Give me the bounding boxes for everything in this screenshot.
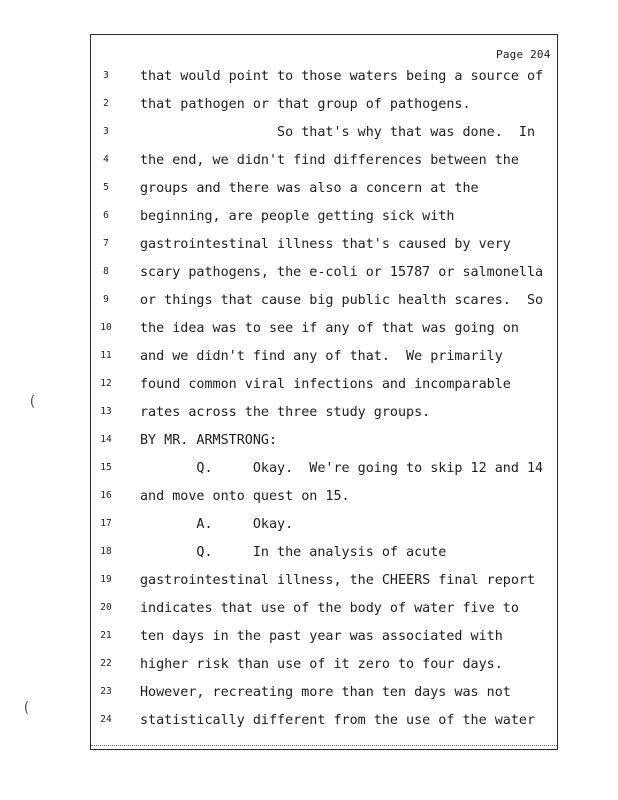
transcript-line	[0, 236, 618, 256]
line-text: groups and there was also a concern at the	[140, 181, 479, 196]
transcript-line	[0, 544, 618, 564]
transcript-line	[0, 180, 618, 200]
line-number: 13	[100, 406, 112, 417]
line-text: gastrointestinal illness that's caused by very	[140, 237, 511, 252]
line-number: 4	[103, 154, 109, 165]
transcript-line	[0, 600, 618, 620]
transcript-line	[0, 152, 618, 172]
transcript-line	[0, 628, 618, 648]
line-text: However, recreating more than ten days was not	[140, 685, 511, 700]
line-number: 12	[100, 378, 112, 389]
line-text: and we didn't find any of that. We primarily	[140, 349, 503, 364]
line-number: 11	[100, 350, 112, 361]
transcript-line	[0, 572, 618, 592]
transcript-line	[0, 124, 618, 144]
transcript-line	[0, 68, 618, 88]
line-number: 21	[100, 630, 112, 641]
transcript-line	[0, 348, 618, 368]
line-text: the end, we didn't find differences between the	[140, 153, 519, 168]
line-text: gastrointestinal illness, the CHEERS final report	[140, 573, 536, 588]
margin-mark: (	[22, 700, 31, 716]
line-number: 19	[100, 574, 112, 585]
line-number: 18	[100, 546, 112, 557]
transcript-line	[0, 376, 618, 396]
line-number: 3	[103, 126, 109, 137]
line-number: 2	[103, 98, 109, 109]
transcript-line	[0, 460, 618, 480]
transcript-line	[0, 96, 618, 116]
line-number: 20	[100, 602, 112, 613]
line-text: beginning, are people getting sick with	[140, 209, 455, 224]
line-number: 7	[103, 238, 109, 249]
transcript-line	[0, 684, 618, 704]
line-number: 24	[100, 714, 112, 725]
line-text: So that's why that was done. In	[140, 125, 536, 140]
line-text: indicates that use of the body of water five to	[140, 601, 519, 616]
line-number: 5	[103, 182, 109, 193]
transcript-line	[0, 264, 618, 284]
transcript-line	[0, 404, 618, 424]
line-number: 3	[103, 70, 109, 81]
line-text: that would point to those waters being a source of	[140, 69, 544, 84]
transcript-line	[0, 516, 618, 536]
transcript-line	[0, 432, 618, 452]
line-text: that pathogen or that group of pathogens.	[140, 97, 471, 112]
transcript-line	[0, 656, 618, 676]
line-number: 9	[103, 294, 109, 305]
line-number: 17	[100, 518, 112, 529]
margin-mark: (	[28, 394, 37, 410]
transcript-line	[0, 320, 618, 340]
line-number: 15	[100, 462, 112, 473]
line-text: and move onto quest on 15.	[140, 489, 350, 504]
line-number: 22	[100, 658, 112, 669]
line-number: 23	[100, 686, 112, 697]
line-text: scary pathogens, the e-coli or 15787 or salmonella	[140, 265, 544, 280]
line-number: 10	[100, 322, 112, 333]
line-text: or things that cause big public health scares. So	[140, 293, 544, 308]
line-number: 16	[100, 490, 112, 501]
line-number: 6	[103, 210, 109, 221]
line-text: rates across the three study groups.	[140, 405, 431, 420]
transcript-line	[0, 488, 618, 508]
line-number: 8	[103, 266, 109, 277]
line-text: higher risk than use of it zero to four days.	[140, 657, 503, 672]
line-text: ten days in the past year was associated with	[140, 629, 503, 644]
line-text: statistically different from the use of the water	[140, 713, 536, 728]
transcript-line	[0, 208, 618, 228]
line-text: Q. In the analysis of acute	[140, 545, 447, 560]
transcript-line	[0, 712, 618, 732]
line-text: the idea was to see if any of that was going on	[140, 321, 519, 336]
transcript-line	[0, 292, 618, 312]
line-text: found common viral infections and incomparable	[140, 377, 511, 392]
page-number-label: Page 204	[496, 48, 551, 61]
line-text: BY MR. ARMSTRONG:	[140, 433, 278, 448]
line-text: A. Okay.	[140, 517, 294, 532]
line-text: Q. Okay. We're going to skip 12 and 14	[140, 461, 544, 476]
line-number: 14	[100, 434, 112, 445]
